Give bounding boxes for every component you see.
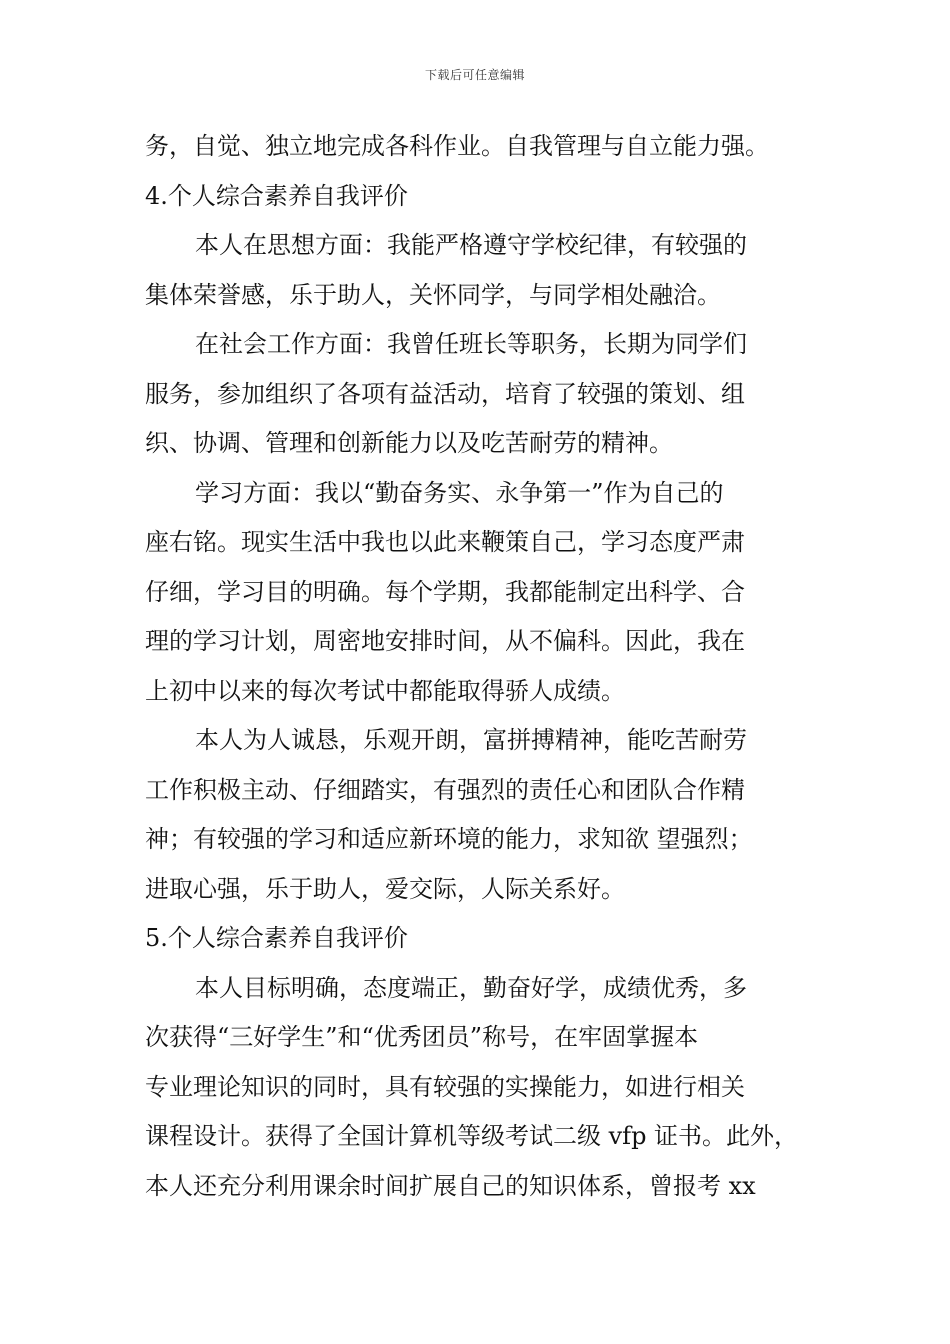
text-line: 集体荣誉感，乐于助人，关怀同学，与同学相处融洽。: [145, 280, 721, 309]
text-line: 课程设计。获得了全国计算机等级考试二级 vfp 证书。此外，: [145, 1122, 799, 1150]
text-line: 务，自觉、独立地完成各科作业。自我管理与自立能力强。: [145, 132, 769, 160]
text-line: 上初中以来的每次考试中都能取得骄人成绩。: [145, 676, 625, 705]
text-line: 本人为人诚恳，乐观开朗，富拼搏精神，能吃苦耐劳: [195, 726, 747, 754]
text-line: 座右铭。现实生活中我也以此来鞭策自己，学习态度严肃: [145, 528, 745, 556]
page-header-note: 下载后可任意编辑: [424, 68, 525, 82]
text-line: 工作积极主动、仔细踏实，有强烈的责任心和团队合作精: [145, 775, 745, 804]
text-line: 进取心强，乐于助人，爱交际，人际关系好。: [145, 874, 625, 903]
text-line: 在社会工作方面：我曾任班长等职务，长期为同学们: [195, 330, 747, 358]
text-line: 5.个人综合素养自我评价: [145, 924, 408, 952]
text-line: 本人目标明确，态度端正，勤奋好学，成绩优秀，多: [195, 973, 747, 1002]
text-line: 仔细，学习目的明确。每个学期，我都能制定出科学、合: [145, 577, 745, 606]
text-line: 4.个人综合素养自我评价: [145, 181, 408, 210]
document-body: [145, 122, 815, 1211]
text-line: 本人在思想方面：我能严格遵守学校纪律，有较强的: [195, 231, 747, 259]
text-line: 次获得“三好学生”和“优秀团员”称号，在牢固掌握本: [145, 1023, 699, 1051]
text-line: 专业理论知识的同时，具有较强的实操能力，如进行相关: [145, 1072, 745, 1101]
text-line: 本人还充分利用课余时间扩展自己的知识体系，曾报考 xx: [145, 1171, 756, 1200]
text-line: 理的学习计划，周密地安排时间，从不偏科。因此，我在: [145, 627, 745, 655]
text-line: 学习方面：我以“勤奋务实、永争第一”作为自己的: [195, 478, 724, 507]
text-line: 织、协调、管理和创新能力以及吃苦耐劳的精神。: [145, 429, 673, 457]
text-line: 服务，参加组织了各项有益活动，培育了较强的策划、组: [145, 379, 745, 408]
text-line: 神；有较强的学习和适应新环境的能力，求知欲 望强烈；: [145, 825, 753, 853]
